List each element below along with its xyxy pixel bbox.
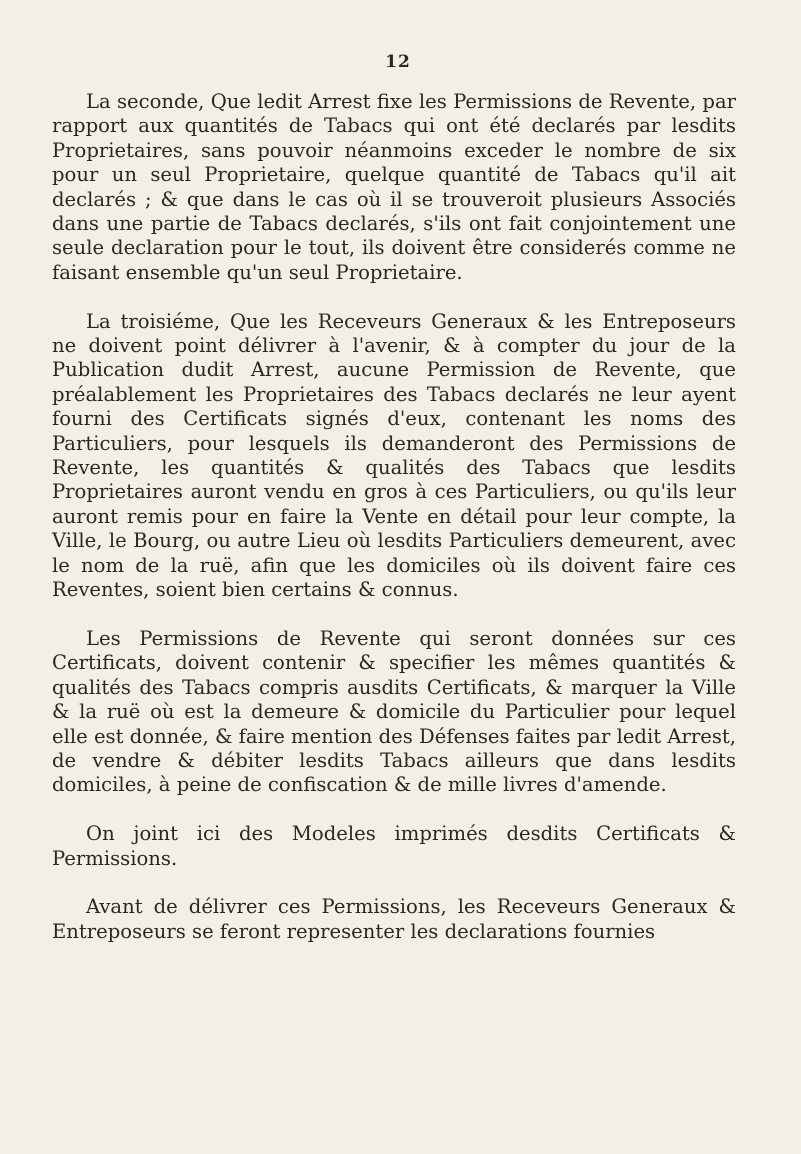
paragraph-permissions-de-revente: Les Permissions de Revente qui seront données sur ces Certificats, doivent contenir & specifier les mêmes quantités & qualités des Tabacs compris ausdits Certificats, & marquer la Ville & la ruë où est la demeure & domicile du Particulier pour lequel elle est donnée, & faire mention des Défenses faites par ledit Arrest, de vendre & débiter lesdits Tabacs ailleurs que dans lesdits domiciles, à peine de confiscation & de mille livres d'amende. — [52, 626, 736, 797]
paragraph-la-troisieme: La troisiéme, Que les Receveurs Generaux & les Entreposeurs ne doivent point délivrer à l'avenir, & à compter du jour de la Publication dudit Arrest, aucune Permission de Revente, que préalablement les Proprietaires des Tabacs declarés ne leur ayent fourni des Certificats signés d'eux, contenant les noms des Particuliers, pour lesquels ils demanderont des Permissions de Revente, les quantités & qualités des Tabacs que lesdits Proprietaires auront vendu en gros à ces Particuliers, ou qu'ils leur auront remis pour en faire la Vente en détail pour leur compte, la Ville, le Bourg, ou autre Lieu où lesdits Particuliers demeurent, avec le nom de la ruë, afin que les domiciles où ils doivent faire ces Reventes, soient bien certains & connus. — [52, 309, 736, 602]
paragraph-modeles-imprimes: On joint ici des Modeles imprimés desdits Certificats & Permissions. — [52, 822, 736, 870]
page-number: 12 — [385, 52, 411, 72]
body-text — [52, 90, 736, 944]
paragraph-la-seconde: La seconde, Que ledit Arrest fixe les Permissions de Revente, par rapport aux quantités de Tabacs qui ont été declarés par lesdits Proprietaires, sans pouvoir néanmoins exceder le nombre de six pour un seul Proprietaire, quelque quantité de Tabacs qu'il ait declarés ; & que dans le cas où il se trouveroit plusieurs Associés dans une partie de Tabacs declarés, s'ils ont fait conjointement une seule declaration pour le tout, ils doivent être considerés comme ne faisant ensemble qu'un seul Proprietaire. — [52, 90, 736, 284]
paragraph-avant-de-delivrer: Avant de délivrer ces Permissions, les Receveurs Generaux & Entreposeurs se feront representer les declarations fournies — [52, 895, 736, 943]
